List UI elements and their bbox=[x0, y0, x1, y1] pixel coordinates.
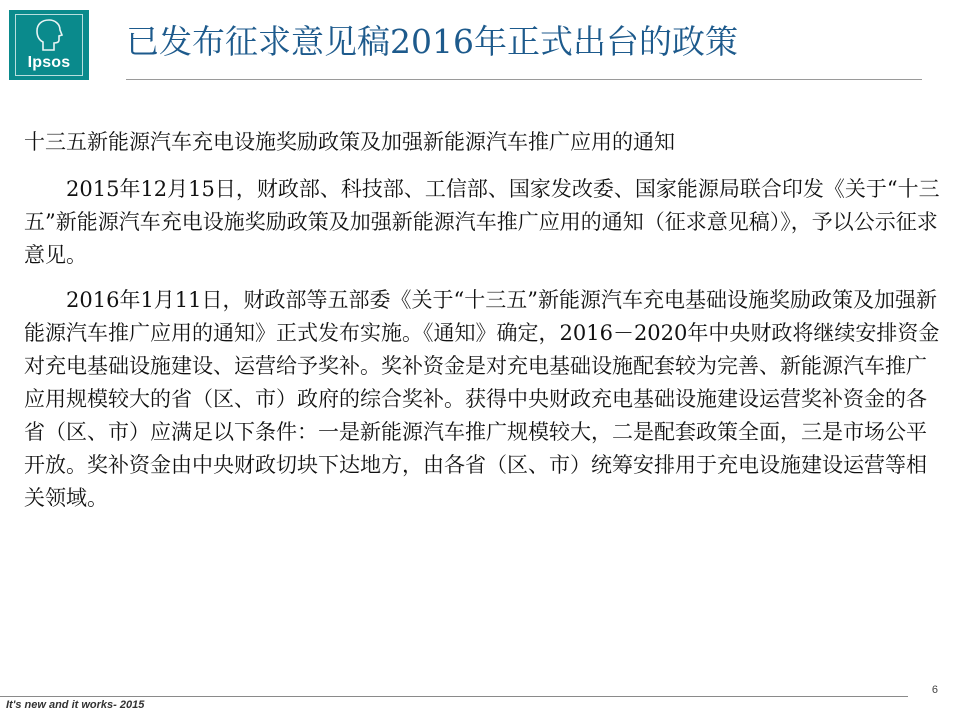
section-heading: 十三五新能源汽车充电设施奖励政策及加强新能源汽车推广应用的通知 bbox=[24, 130, 675, 154]
page-number: 6 bbox=[931, 684, 938, 696]
paragraph-2: 2016年1月11日，财政部等五部委《关于“十三五”新能源汽车充电基础设施奖励政策及加强新能源汽车推广应用的通知》正式发布实施。《通知》确定，2016－2020年中央财政将继续安排资金对充电基础设施建设、运营给予奖补。奖补资金是对充电基础设施配套较为完善、新能源汽车推广应用规模较大的省（区、市）政府的综合奖补。获得中央财政充电基础设施建设运营奖补资金的各省（区、市）应满足以下条件：一是新能源汽车推广规模较大，二是配套政策全面，三是市场公平开放。奖补资金由中央财政切块下达地方，由各省（区、市）统筹安排用于充电设施建设运营等相关领域。 bbox=[24, 288, 940, 510]
ipsos-logo bbox=[9, 10, 89, 80]
head-profile-icon bbox=[33, 18, 65, 52]
footer-tagline: It's new and it works- 2015 bbox=[6, 699, 145, 711]
logo-text: Ipsos bbox=[27, 54, 71, 71]
content-body bbox=[24, 126, 944, 515]
paragraph-1: 2015年12月15日，财政部、科技部、工信部、国家发改委、国家能源局联合印发《关于“十三五”新能源汽车充电设施奖励政策及加强新能源汽车推广应用的通知（征求意见稿）》，予以公示征求意见。 bbox=[24, 177, 940, 267]
title-divider bbox=[126, 79, 922, 80]
footer-divider bbox=[0, 696, 908, 697]
page-title: 已发布征求意见稿2016年正式出台的政策 bbox=[126, 22, 738, 61]
